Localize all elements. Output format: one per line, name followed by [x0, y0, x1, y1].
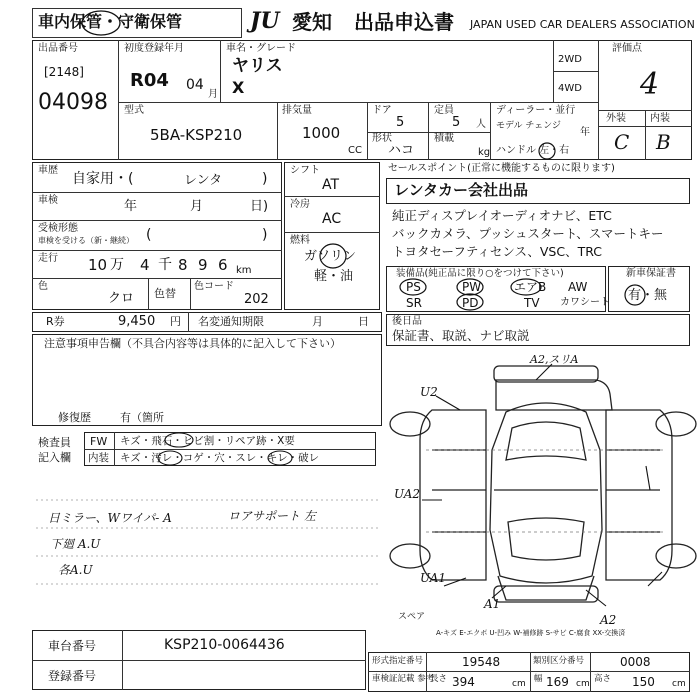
ju-logo: JU — [250, 8, 280, 34]
circle-mark-left — [537, 141, 557, 161]
model-change-label: モデル チェンジ — [496, 121, 561, 131]
aircon-label: 冷房 — [290, 199, 310, 210]
fuel-alt: 軽・油 — [314, 269, 354, 284]
history-rental: レンタ — [184, 173, 223, 188]
history-close: ) — [262, 171, 268, 187]
ext-label: 外装 — [606, 113, 626, 124]
lot-label: 出品番号 — [38, 43, 78, 54]
equip-pw: PW — [462, 280, 482, 294]
load-label: 積載 — [434, 133, 454, 144]
fuel-label: 燃料 — [290, 235, 310, 246]
int-label: 内装 — [650, 113, 670, 124]
aircon-value: AC — [322, 211, 342, 227]
drive-4wd: 4WD — [558, 83, 582, 94]
acceptance-open: ( — [146, 227, 152, 243]
repair-value: 有（箇所 — [120, 411, 164, 424]
storage-options: 車内保管・守衛保管 — [38, 12, 183, 31]
model-name: ヤリス — [232, 56, 283, 76]
int-inspect-items: キズ・汚レ・コゲ・穴・スレ・キレ・破レ — [120, 452, 320, 464]
mileage-d1: 10 — [88, 256, 108, 274]
equip-tv: TV — [524, 296, 540, 310]
diagram-spare: スペア — [398, 612, 426, 622]
lot-bracket: [2148] — [44, 65, 84, 79]
inspection-day: 日) — [250, 199, 269, 214]
warranty-value: 有・無 — [628, 288, 668, 303]
reg-no-label: 登録番号 — [48, 669, 97, 683]
history-value: 自家用・( — [72, 171, 134, 187]
int-inspect-label: 内装 — [88, 452, 109, 464]
history-label: 車歴 — [38, 165, 58, 176]
lot-number: 04098 — [38, 90, 108, 115]
disp-value: 1000 — [302, 124, 341, 142]
reg-era-year: R04 — [130, 70, 169, 91]
inspector-circle-marks — [84, 432, 376, 466]
sales-point-line2: バックカメラ、プッシュスタート、スマートキー — [392, 226, 664, 241]
shift-label: シフト — [290, 165, 320, 176]
load-unit: kg — [478, 147, 491, 158]
chassis-label: 車台番号 — [48, 639, 97, 653]
shape-value: ハコ — [388, 143, 415, 158]
category-label: 類別区分番号 — [533, 656, 585, 666]
height-value: 150 — [632, 675, 655, 689]
doc-title: 出品申込書 — [354, 10, 454, 34]
equip-seat: カワシート — [560, 297, 610, 308]
capacity-unit: 人 — [476, 119, 486, 130]
name-change-day: 日 — [358, 315, 369, 328]
sales-point-label: セールスポイント(正常に機能するものに限ります) — [388, 163, 615, 174]
mileage-u2: 千 — [158, 257, 172, 273]
mileage-d4: 9 — [198, 256, 208, 274]
inspector-label-2: 記入欄 — [38, 451, 71, 464]
circle-mark-warranty — [623, 283, 647, 307]
chassis-value: KSP210-0064436 — [164, 637, 285, 653]
equip-pd: PD — [462, 296, 479, 310]
circle-mark-hokan — [80, 8, 122, 38]
sales-point-line3: トヨタセーフティセンス、VSC、TRC — [392, 244, 603, 259]
equip-ps: PS — [406, 280, 421, 294]
remarks-label: 後日品 — [392, 316, 422, 327]
capacity-label: 定員 — [434, 105, 454, 116]
acceptance-sub: 車検を受ける（新・継続） — [38, 236, 134, 245]
equipment-label: 装備品(純正品に限り○をつけて下さい) — [396, 268, 564, 279]
acceptance-close: ) — [262, 227, 268, 243]
sales-point-line1: 純正ディスプレイオーディオナビ、ETC — [392, 208, 612, 223]
score-value: 4 — [640, 67, 660, 102]
equip-aw: AW — [568, 280, 588, 294]
type-desig-value: 19548 — [462, 655, 501, 669]
equip-sr: SR — [406, 296, 422, 310]
top-info-frame — [32, 40, 692, 160]
doors-value: 5 — [396, 115, 405, 130]
length-value: 394 — [452, 675, 475, 689]
color-label: 色 — [38, 281, 48, 292]
length-label: 長さ — [430, 674, 448, 684]
acceptance-label: 受検形態 — [38, 223, 78, 234]
diagram-legend: A-キズ E-エクボ U-凹み W-補修跡 S-サビ C-腐食 XX-交換済 — [436, 629, 626, 637]
shift-value: AT — [322, 177, 340, 193]
type-value: 5BA-KSP210 — [150, 126, 243, 144]
color-code-label: 色コード — [194, 281, 234, 292]
length-unit: cm — [512, 679, 526, 689]
mileage-d5: 6 — [218, 256, 228, 274]
color-code: 202 — [244, 292, 269, 307]
model-change-year: 年 — [580, 127, 590, 138]
diagram-mark-a1: A1 — [484, 597, 501, 611]
score-label: 評価点 — [612, 43, 642, 54]
ext-grade: C — [614, 130, 630, 154]
inspection-month: 月 — [190, 199, 204, 214]
inspection-year: 年 — [124, 199, 138, 214]
diagram-mark-u2: U2 — [420, 385, 438, 399]
height-label: 高さ — [594, 674, 612, 684]
recycle-label: R券 — [46, 315, 65, 328]
drive-2wd: 2WD — [558, 54, 582, 65]
notes-label: 注意事項申告欄（不具合内容等は具体的に記入して下さい） — [44, 337, 341, 350]
name-change-month: 月 — [312, 315, 323, 328]
circle-mark-gasoline — [318, 242, 348, 270]
inspection-label: 車検 — [38, 195, 58, 206]
diagram-mark-top: A2,スリA — [530, 353, 579, 366]
sales-point-headline: レンタカー会社出品 — [394, 181, 529, 199]
dealer-label: ディーラー・並行 — [496, 105, 576, 116]
diagram-mark-a2: A2 — [600, 613, 617, 627]
capacity-value: 5 — [452, 115, 461, 130]
handwritten-line4: 各A.U — [58, 563, 93, 577]
org-name: 愛知 — [292, 10, 332, 34]
fw-label: FW — [90, 435, 108, 448]
org-english: JAPAN USED CAR DEALERS ASSOCIATION — [470, 18, 695, 31]
width-value: 169 — [546, 675, 569, 689]
fw-items: キズ・飛石・ヒビ割・リペア跡・X要 — [120, 435, 295, 447]
warranty-label: 新車保証書 — [626, 268, 676, 279]
mileage-unit: km — [236, 265, 252, 276]
reg-label: 初度登録年月 — [124, 43, 184, 54]
shape-label: 形状 — [372, 133, 392, 144]
int-grade: B — [656, 130, 671, 154]
handwritten-line1: 日ミラー、Wワイパ- A — [48, 511, 172, 525]
mileage-d3: 8 — [178, 256, 188, 274]
color-change-label: 色替 — [154, 287, 176, 300]
disp-unit: CC — [348, 145, 362, 156]
height-unit: cm — [672, 679, 686, 689]
category-value: 0008 — [620, 655, 651, 669]
handwritten-line3: 下廻 A.U — [50, 537, 101, 551]
equipment-circle-marks — [386, 266, 606, 312]
model-label: 車名・グレード — [226, 43, 296, 54]
remarks-value: 保証書、取説、ナビ取説 — [392, 328, 530, 343]
width-unit: cm — [576, 679, 590, 689]
mileage-label: 走行 — [38, 253, 58, 264]
mileage-d2: 4 — [140, 256, 150, 274]
dim-label: 車検証記載 参考 — [372, 674, 435, 684]
recycle-yen: 円 — [170, 315, 181, 328]
width-label: 幅 — [534, 674, 543, 684]
equip-airbag: エアB — [514, 280, 547, 294]
disp-label: 排気量 — [282, 105, 312, 116]
model-grade: X — [232, 78, 245, 97]
type-desig-label: 形式指定番号 — [372, 656, 424, 666]
diagram-mark-ua1: UA1 — [420, 571, 447, 585]
handle-label: ハンドル 左・右 — [496, 145, 570, 156]
handwritten-line2: ロアサポート 左 — [228, 509, 316, 523]
reg-month-unit: 月 — [208, 89, 218, 100]
diagram-mark-ua2: UA2 — [394, 487, 421, 501]
inspector-label-1: 検査員 — [38, 436, 71, 449]
mileage-u1: 万 — [110, 257, 124, 273]
type-label: 型式 — [124, 105, 144, 116]
repair-label: 修復歴 — [58, 411, 91, 424]
reg-month: 04 — [186, 77, 204, 93]
recycle-amount: 9,450 — [118, 314, 156, 329]
color-value: クロ — [108, 291, 135, 306]
name-change-label: 名変通知期限 — [198, 315, 264, 328]
fuel-value: ガソリン — [304, 249, 357, 264]
doors-label: ドア — [372, 105, 392, 116]
